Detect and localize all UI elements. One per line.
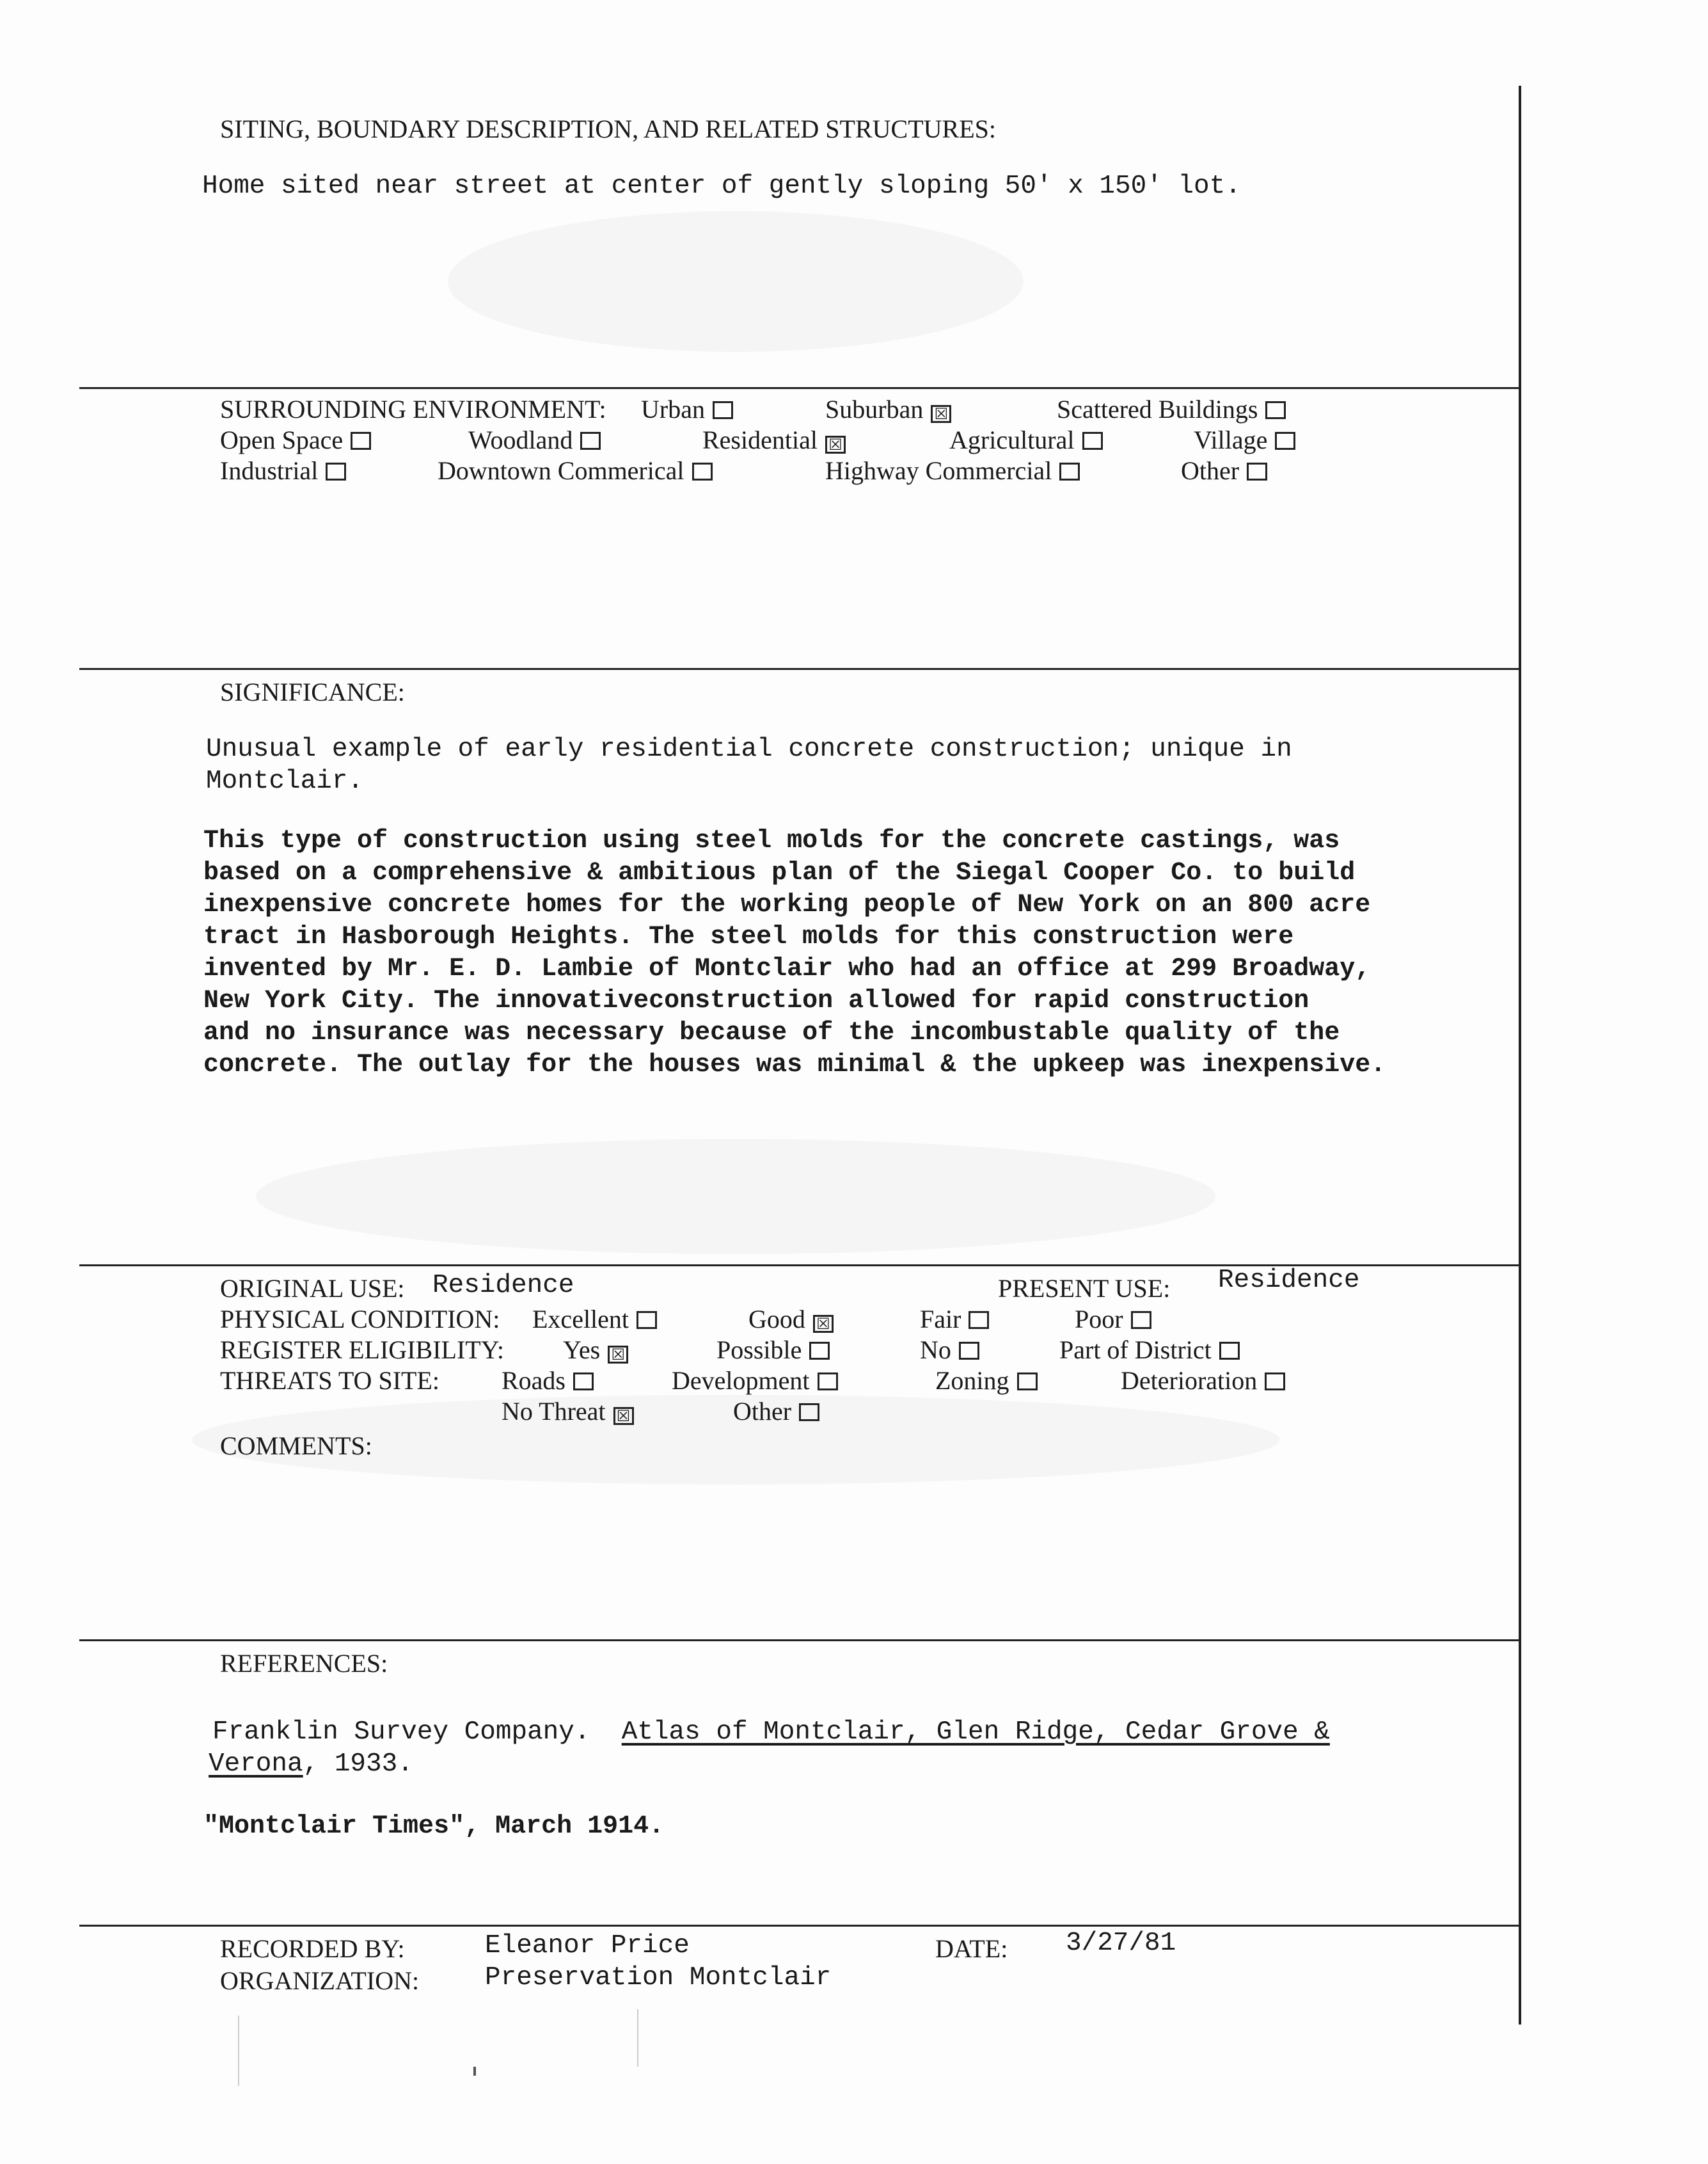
checkbox[interactable]: ☒ [931,405,951,423]
env-option-urban[interactable] [641,394,733,425]
env-option-suburban[interactable] [825,394,951,425]
significance-line: concrete. The outlay for the houses was minimal & the upkeep was inexpensive. [203,1051,1386,1079]
option-label: Downtown Commerical [438,456,684,485]
checkbox[interactable]: ☒ [613,1407,634,1425]
significance-summary: Unusual example of early residential concrete construction; unique in Montclair. [206,735,1292,796]
physical-condition-label: PHYSICAL CONDITION: [220,1305,500,1333]
checkbox[interactable] [1265,1372,1285,1390]
env-option-residential[interactable] [702,425,846,456]
scan-mark [637,2009,638,2067]
recorded-by-value: Eleanor Price [485,1931,690,1961]
option-label: Possible [716,1335,802,1364]
env-option-woodland[interactable] [468,425,601,456]
original-use-label: ORIGINAL USE: [220,1274,405,1303]
environment-heading: SURROUNDING ENVIRONMENT: [220,395,606,424]
option-label: Highway Commercial [825,456,1052,485]
checkbox[interactable] [1131,1311,1151,1329]
checkbox[interactable] [351,432,371,450]
option-label: Fair [920,1305,961,1333]
significance-line: tract in Hasborough Heights. The steel molds for this construction were [203,923,1294,951]
checkbox[interactable] [1017,1372,1038,1390]
checkbox[interactable] [580,432,601,450]
env-option-downtown-commerical[interactable] [438,456,713,486]
register-eligibility-label: REGISTER ELIGIBILITY: [220,1335,505,1364]
env-option-industrial[interactable] [220,456,346,486]
section-divider [79,668,1519,670]
present-use-value: Residence [1218,1266,1360,1295]
section-divider [79,1925,1519,1927]
checkbox[interactable] [1219,1342,1240,1360]
threats-label: THREATS TO SITE: [220,1366,439,1395]
option-label: Good [748,1305,805,1333]
env-option-other[interactable] [1181,456,1267,486]
references-heading: REFERENCES: [220,1649,388,1678]
significance-line: and no insurance was necessary because of the incombustable quality of the [203,1019,1340,1047]
threat-option-roads[interactable] [502,1365,594,1396]
option-label: Roads [502,1366,565,1395]
organization-value: Preservation Montclair [485,1963,832,1993]
date-label: DATE: [935,1934,1008,1963]
reference-title: Verona [209,1749,303,1779]
right-border-line [1519,86,1521,2025]
option-label: No [920,1335,951,1364]
option-label: Part of District [1059,1335,1212,1364]
option-label: Agricultural [949,426,1075,454]
threat-option-no-threat[interactable] [502,1396,634,1427]
option-label: Yes [563,1335,601,1364]
section-divider [79,1639,1519,1641]
condition-option-good[interactable] [748,1304,834,1335]
checkbox[interactable] [1059,463,1080,481]
checkbox[interactable] [1275,432,1295,450]
threat-option-development[interactable] [672,1365,838,1396]
option-label: Woodland [468,426,573,454]
option-label: Excellent [532,1305,629,1333]
eligibility-option-no[interactable] [920,1335,979,1365]
recorded-by-label: RECORDED BY: [220,1934,405,1963]
scan-smudge [448,211,1024,352]
checkbox[interactable] [1247,463,1267,481]
date-value: 3/27/81 [1066,1929,1176,1958]
checkbox[interactable] [809,1342,830,1360]
option-label: Residential [702,426,818,454]
env-option-agricultural[interactable] [949,425,1103,456]
checkbox[interactable]: ☒ [813,1315,834,1333]
reference-year: , 1933. [303,1749,413,1779]
checkbox[interactable] [1082,432,1103,450]
significance-line: New York City. The innovativeconstruction allowed for rapid construction [203,987,1309,1015]
present-use-label: PRESENT USE: [998,1274,1171,1303]
option-label: Development [672,1366,810,1395]
threat-option-other[interactable] [733,1396,819,1427]
checkbox[interactable] [713,401,733,419]
section-divider [79,387,1519,389]
env-option-village[interactable] [1194,425,1295,456]
env-option-highway-commercial[interactable] [825,456,1080,486]
checkbox[interactable] [959,1342,979,1360]
reference-1-line-1 [212,1716,1330,1748]
option-label: Urban [641,395,705,424]
comments-label: COMMENTS: [220,1431,372,1460]
option-label: Other [733,1397,792,1426]
eligibility-option-part-of-district[interactable] [1059,1335,1240,1365]
original-use-value: Residence [432,1271,574,1300]
reference-author: Franklin Survey Company. [212,1717,590,1747]
option-label: Other [1181,456,1240,485]
reference-1-line-2 [209,1748,413,1780]
checkbox[interactable] [637,1311,657,1329]
option-label: Industrial [220,456,319,485]
condition-option-poor[interactable] [1075,1304,1151,1335]
significance-line: This type of construction using steel molds for the concrete castings, was [203,827,1340,855]
option-label: Poor [1075,1305,1123,1333]
checkbox[interactable]: ☒ [825,436,846,454]
option-label: Suburban [825,395,924,424]
condition-option-fair[interactable] [920,1304,989,1335]
significance-line: invented by Mr. E. D. Lambie of Montclair who had an office at 299 Broadway, [203,955,1371,983]
significance-heading: SIGNIFICANCE: [220,678,405,706]
scan-smudge [256,1139,1215,1254]
checkbox[interactable] [573,1372,594,1390]
checkbox[interactable] [1265,401,1286,419]
checkbox[interactable] [692,463,713,481]
option-label: Village [1194,426,1268,454]
option-label: Deterioration [1121,1366,1258,1395]
scan-mark [473,2067,476,2076]
siting-text: Home sited near street at center of gently sloping 50' x 150' lot. [202,171,1241,201]
siting-heading: SITING, BOUNDARY DESCRIPTION, AND RELATED STRUCTURES: [220,115,997,143]
eligibility-option-yes[interactable] [563,1335,628,1365]
checkbox[interactable] [818,1372,838,1390]
organization-label: ORGANIZATION: [220,1966,420,1995]
env-option-scattered-buildings[interactable] [1057,394,1286,425]
env-option-open-space[interactable] [220,425,371,456]
checkbox[interactable] [969,1311,989,1329]
reference-title: Atlas of Montclair, Glen Ridge, Cedar Grove & [621,1717,1330,1747]
option-label: Zoning [935,1366,1009,1395]
reference-2: "Montclair Times", March 1914. [203,1812,665,1841]
checkbox[interactable] [799,1403,819,1421]
significance-line: inexpensive concrete homes for the working people of New York on an 800 acre [203,891,1371,919]
checkbox[interactable] [326,463,346,481]
threat-option-deterioration[interactable] [1121,1365,1285,1396]
threat-option-zoning[interactable] [935,1365,1038,1396]
significance-line: based on a comprehensive & ambitious plan of the Siegal Cooper Co. to build [203,859,1356,887]
option-label: No Threat [502,1397,606,1426]
condition-option-excellent[interactable] [532,1304,657,1335]
scan-mark [238,2016,239,2086]
eligibility-option-possible[interactable] [716,1335,830,1365]
option-label: Open Space [220,426,344,454]
option-label: Scattered Buildings [1057,395,1258,424]
checkbox[interactable]: ☒ [608,1346,628,1364]
